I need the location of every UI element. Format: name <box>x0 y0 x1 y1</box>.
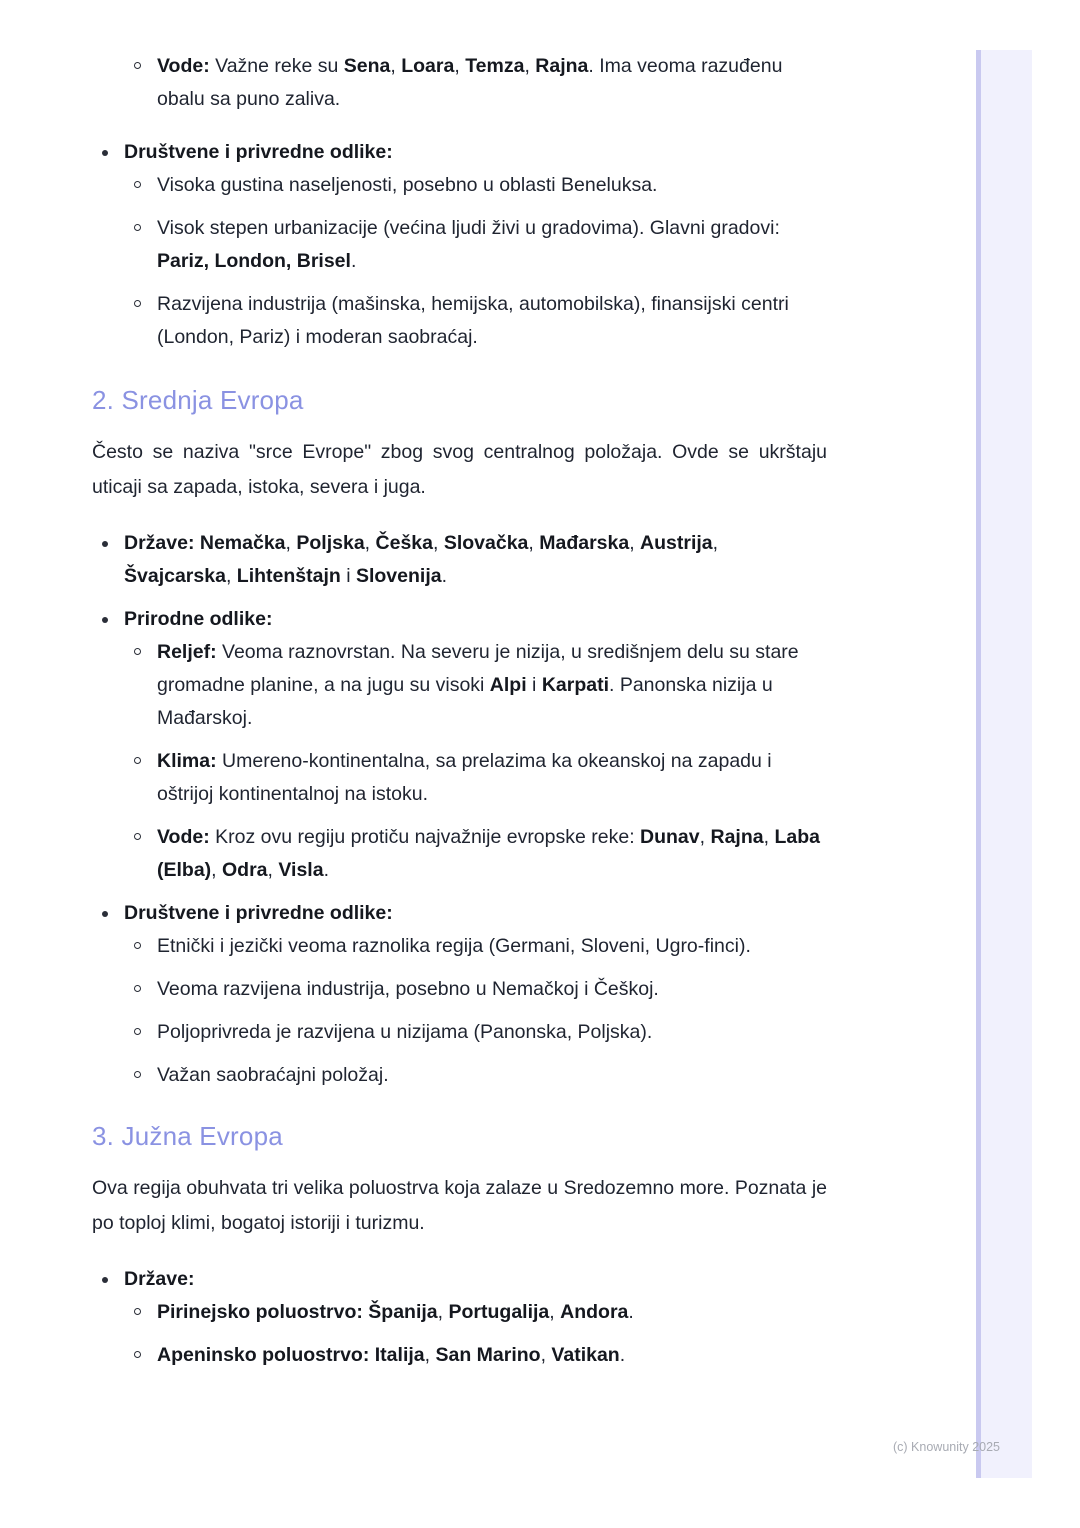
section-heading: 2. Srednja Evropa <box>92 385 304 415</box>
list-item: Razvijena industrija (mašinska, hemijska, automobilska), finansijski centri (London, Pariz) i moderan saobraćaj. <box>92 288 827 354</box>
section-heading: 3. Južna Evropa <box>92 1121 283 1151</box>
list-item: Etnički i jezički veoma raznolika regija (Germani, Sloveni, Ugro-finci). <box>92 930 827 963</box>
list-item: Države: Pirinejsko poluostrvo: Španija, Portugalija, Andora. Apeninsko poluostrvo: Italija, San Marino, Vatikan. <box>92 1263 827 1372</box>
list-item: Vode: Kroz ovu regiju protiču najvažnije evropske reke: Dunav, Rajna, Laba (Elba), Odra, Visla. <box>92 821 827 887</box>
list-item: Pirinejsko poluostrvo: Španija, Portugalija, Andora. <box>92 1296 827 1329</box>
list-item: Vode: Važne reke su Sena, Loara, Temza, Rajna. Ima veoma razuđenu obalu sa puno zaliva. <box>92 50 827 116</box>
section2-list <box>92 527 827 1092</box>
copyright-footer: (c) Knowunity 2025 <box>893 1440 1001 1454</box>
list-item: Poljoprivreda je razvijena u nizijama (Panonska, Poljska). <box>92 1016 827 1049</box>
section-intro: Ova regija obuhvata tri velika poluostrva koja zalaze u Sredozemno more. Poznata je po toploj klimi, bogatoj istoriji i turizmu. <box>92 1177 827 1234</box>
list-item: Reljef: Veoma raznovrstan. Na severu je nizija, u središnjem delu su stare gromadne planine, a na jugu su visoki Alpi i Karpati. Panonska nizija u Mađarskoj. <box>92 636 827 735</box>
list-item: Visoka gustina naseljenosti, posebno u oblasti Beneluksa. <box>92 169 827 202</box>
list-item: Društvene i privredne odlike: Visoka gustina naseljenosti, posebno u oblasti Beneluksa. Visok stepen urbanizacije (većina ljudi živi u gradovima). Glavni gradovi: Pariz, London, Brisel. Razvijena industrija (mašinska, hemijska, automobilska), finansijski centri (London, Pariz) i moderan saobraćaj. <box>92 136 827 354</box>
list-item: Prirodne odlike: Reljef: Veoma raznovrstan. Na severu je nizija, u središnjem delu su stare gromadne planine, a na jugu su visoki Alpi i Karpati. Panonska nizija u Mađarskoj. Klima: Umereno-kontinentalna, sa prelazima ka okeanskoj na zapadu i oštrijoj kontinentalnoj na istoku. Vode: Kroz ovu regiju protiču najvažnije evropske reke: Dunav, Rajna, Laba (Elba), Odra, Visla. <box>92 603 827 887</box>
section3-list <box>92 1263 827 1372</box>
list-item: Veoma razvijena industrija, posebno u Nemačkoj i Češkoj. <box>92 973 827 1006</box>
prev-drustvene-list <box>92 136 827 354</box>
section-intro: Često se naziva "srce Evrope" zbog svog centralnog položaja. Ovde se ukrštaju uticaji sa zapada, istoka, severa i juga. <box>92 441 827 498</box>
document-content <box>92 50 827 1382</box>
list-item: Visok stepen urbanizacije (većina ljudi živi u gradovima). Glavni gradovi: Pariz, London, Brisel. <box>92 212 827 278</box>
list-item: Države: Nemačka, Poljska, Češka, Slovačka, Mađarska, Austrija, Švajcarska, Lihtenštajn i Slovenija. <box>92 527 827 593</box>
list-item: Važan saobraćajni položaj. <box>92 1059 827 1092</box>
prev-prirodne-list <box>92 50 827 116</box>
list-item: Apeninsko poluostrvo: Italija, San Marino, Vatikan. <box>92 1339 827 1372</box>
list-item: Društvene i privredne odlike: Etnički i jezički veoma raznolika regija (Germani, Sloveni, Ugro-finci). Veoma razvijena industrija, posebno u Nemačkoj i Češkoj. Poljoprivreda je razvijena u nizijama (Panonska, Poljska). Važan saobraćajni položaj. <box>92 897 827 1092</box>
side-panel <box>976 50 1032 1478</box>
list-item: Klima: Umereno-kontinentalna, sa prelazima ka okeanskoj na zapadu i oštrijoj kontinentalnoj na istoku. <box>92 745 827 811</box>
